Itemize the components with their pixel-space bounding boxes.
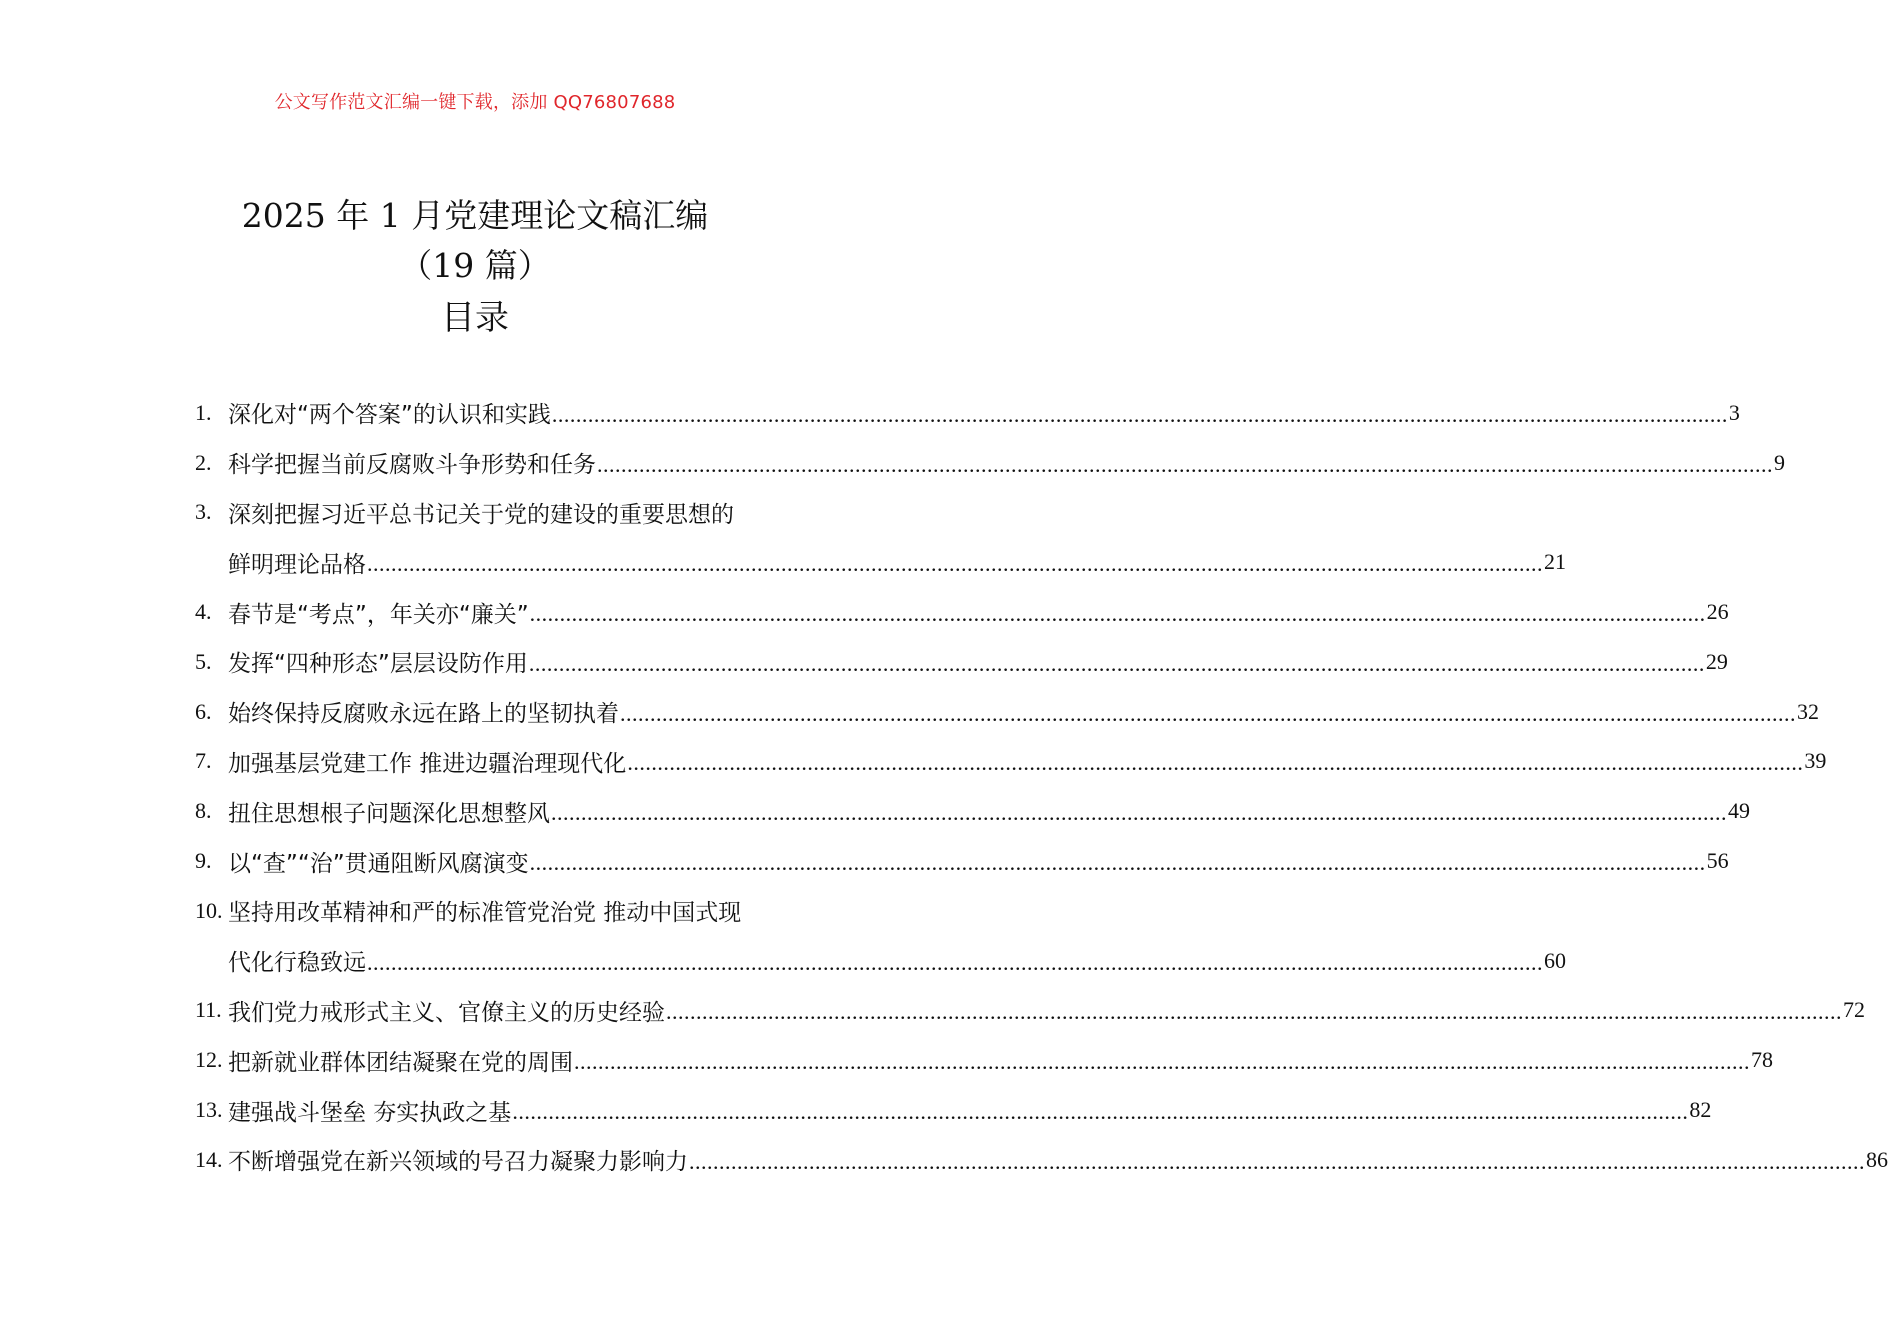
- toc-entry-number: 3.: [195, 499, 212, 525]
- toc-entry-title: 把新就业群体团结凝聚在党的周围: [228, 1049, 573, 1076]
- toc-entry[interactable]: [195, 488, 807, 538]
- download-banner: 公文写作范文汇编一键下载，添加 QQ76807688: [274, 92, 676, 113]
- toc-dot-leader: [512, 1097, 1688, 1123]
- toc-page-number: 56: [1706, 848, 1729, 874]
- toc-entry[interactable]: [195, 687, 1819, 737]
- toc-entry-number: 14.: [195, 1146, 223, 1172]
- toc-entry-number: 7.: [195, 748, 212, 774]
- toc-page-number: 82: [1689, 1097, 1712, 1123]
- toc-entry-number: 9.: [195, 848, 212, 874]
- toc-entry-title: 我们党力戒形式主义、官僚主义的历史经验: [228, 999, 665, 1026]
- document-subtitle-count: （19 篇）: [399, 246, 551, 285]
- toc-heading: 目录: [441, 298, 509, 338]
- toc-dot-leader: [551, 798, 1727, 824]
- toc-entry[interactable]: [195, 1135, 1888, 1185]
- toc-page-number: 86: [1866, 1146, 1888, 1172]
- toc-dot-leader: [367, 549, 1543, 575]
- toc-dot-leader: [530, 599, 1706, 625]
- toc-entry-title: 始终保持反腐败永远在路上的坚韧执着: [228, 701, 619, 728]
- toc-dot-leader: [627, 748, 1803, 774]
- toc-dot-leader: [689, 1147, 1865, 1173]
- toc-entry[interactable]: [195, 936, 1566, 986]
- toc-entry[interactable]: [195, 1085, 1712, 1135]
- toc-page-number: 21: [1544, 549, 1566, 575]
- toc-entry-number: 5.: [195, 648, 212, 674]
- toc-dot-leader: [530, 848, 1706, 874]
- toc-page-number: 29: [1705, 648, 1728, 674]
- toc-page-number: 3: [1728, 399, 1740, 425]
- toc-entry[interactable]: [195, 537, 1566, 587]
- toc-page-number: 49: [1728, 798, 1750, 824]
- toc-page-number: 9: [1774, 449, 1785, 475]
- toc-entry[interactable]: [195, 737, 1827, 787]
- toc-dot-leader: [574, 1047, 1750, 1073]
- toc-entry-number: 1.: [195, 399, 212, 425]
- toc-entry-number: 12.: [195, 1047, 223, 1073]
- toc-entry-title: 以“查”“治”贯通阻断风腐演变: [228, 850, 529, 877]
- toc-dot-leader: [367, 948, 1543, 974]
- toc-dot-leader: [597, 450, 1773, 476]
- toc-dot-leader: [552, 400, 1728, 426]
- toc-entry-title: 鲜明理论品格: [228, 551, 366, 578]
- toc-entry-title: 不断增强党在新兴领域的号召力凝聚力影响力: [228, 1149, 688, 1176]
- toc-entry-number: 8.: [195, 798, 212, 824]
- toc-entry-number: 4.: [195, 599, 212, 625]
- toc-page-number: 60: [1544, 947, 1566, 973]
- toc-entry[interactable]: [195, 836, 1729, 886]
- toc-page-number: 32: [1797, 698, 1819, 724]
- toc-entry-title: 科学把握当前反腐败斗争形势和任务: [228, 452, 596, 479]
- toc-page-number: 72: [1843, 997, 1865, 1023]
- toc-entry-title: 坚持用改革精神和严的标准管党治党 推动中国式现: [228, 900, 742, 927]
- toc-page-number: 26: [1706, 599, 1729, 625]
- toc-entry-title: 深化对“两个答案”的认识和实践: [228, 402, 551, 429]
- toc-entry-number: 10.: [195, 897, 223, 923]
- toc-entry-title: 代化行稳致远: [228, 950, 366, 977]
- toc-entry-title: 建强战斗堡垒 夯实执政之基: [228, 1099, 512, 1126]
- toc-entry[interactable]: [195, 438, 1785, 488]
- table-of-contents: [195, 388, 1888, 1185]
- toc-entry-number: 13.: [195, 1097, 223, 1123]
- toc-dot-leader: [666, 997, 1842, 1023]
- toc-entry-title: 深刻把握习近平总书记关于党的建设的重要思想的: [228, 501, 734, 528]
- toc-page-number: 78: [1751, 1047, 1773, 1073]
- toc-entry[interactable]: [195, 786, 1750, 836]
- document-title: 2025 年 1 月党建理论文稿汇编: [241, 196, 709, 235]
- toc-entry-number: 6.: [195, 698, 212, 724]
- toc-entry[interactable]: [195, 986, 1865, 1036]
- toc-entry-title: 加强基层党建工作 推进边疆治理现代化: [228, 750, 627, 777]
- toc-entry-number: 2.: [195, 449, 212, 475]
- toc-entry-title: 扭住思想根子问题深化思想整风: [228, 800, 550, 827]
- toc-entry-title: 发挥“四种形态”层层设防作用: [228, 651, 528, 678]
- toc-entry[interactable]: [195, 1035, 1773, 1085]
- toc-dot-leader: [620, 699, 1796, 725]
- toc-entry-title: 春节是“考点”，年关亦“廉关”: [228, 601, 529, 628]
- toc-entry[interactable]: [195, 886, 807, 936]
- toc-entry[interactable]: [195, 388, 1740, 438]
- toc-dot-leader: [529, 649, 1705, 675]
- toc-page-number: 39: [1804, 748, 1827, 774]
- toc-entry-number: 11.: [195, 997, 222, 1023]
- toc-entry[interactable]: [195, 637, 1728, 687]
- toc-entry[interactable]: [195, 587, 1729, 637]
